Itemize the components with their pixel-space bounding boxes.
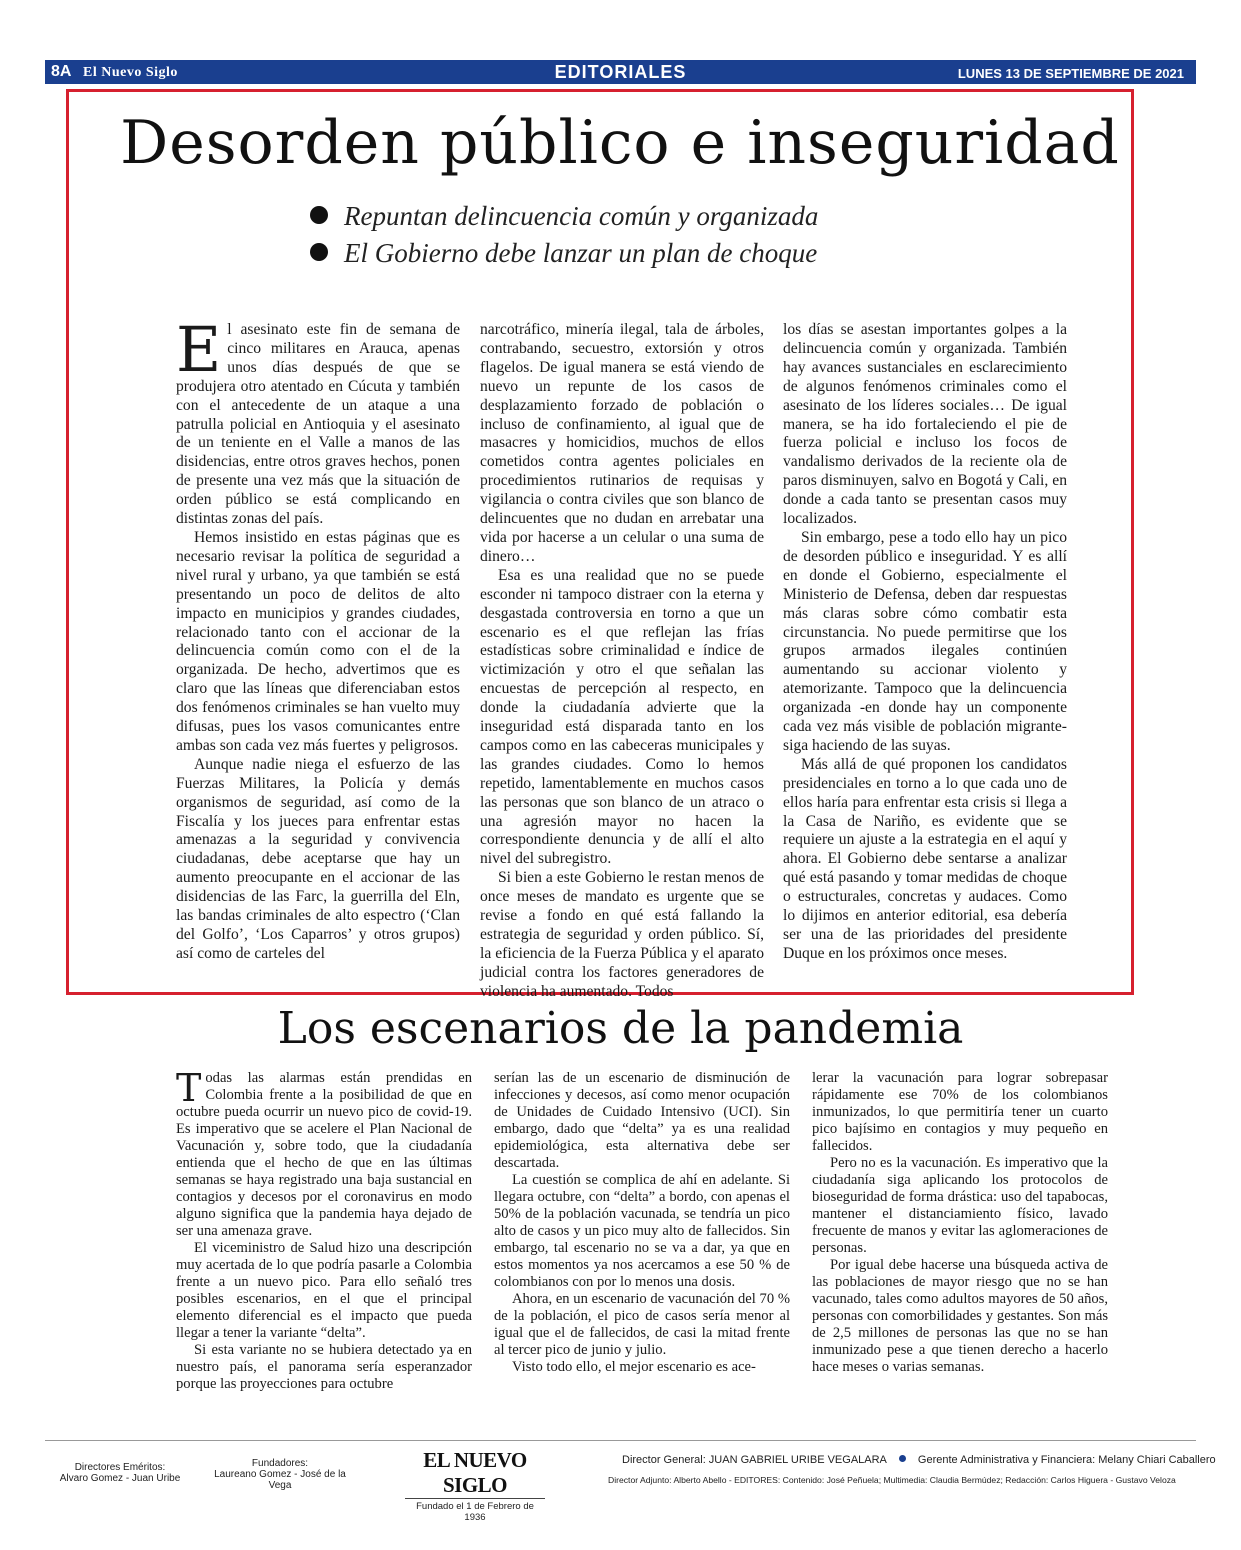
paragraph: Por igual debe hacerse una búsqueda activa de las poblaciones de mayor riesgo que no se han vacunado, tales como adultos mayores de 50 años, personas con comorbilidades y gestantes. Son más de 2,5 millones de personas las que no se han inmunizado pese a que tienen derecho a hacerlo hace meses o varias semanas. (812, 1257, 1108, 1375)
paragraph: La cuestión se complica de ahí en adelante. Si llegara octubre, con “delta” a bordo, con apenas el 50% de la población vacunada, se tendría un pico alto de casos y un pico muy alto de fallecidos. Sin embargo, tal escenario no se va a dar, ya que en estos momentos ya nos acercamos a ese 50 % de colombianos con por lo menos una dosis. (494, 1172, 790, 1290)
staff-line-1: Director General: JUAN GABRIEL URIBE VEGALARA Gerente Administrativa y Financiera: Melany Chiari Caballero (622, 1454, 1216, 1466)
paragraph: Sin embargo, pese a todo ello hay un pico de desorden público e inseguridad. Y es allí en donde el Gobierno, especialmente el Ministerio de Defensa, deben dar respuestas más claras sobre cómo combatir esta circunstancia. No puede permitirse que los grupos armados ilegales continúen aumentando su accionar violento y atemorizante. Tampoco que la delincuencia organizada -en donde hay un componente cada vez más visible de población migrante- siga haciendo de las suyas. (783, 528, 1067, 754)
subhead-item: Repuntan delincuencia común y organizada (310, 198, 1010, 235)
bullet-dot-icon (310, 206, 328, 224)
editorial2-column-3 (812, 1070, 1108, 1376)
editorial1-column-2 (480, 321, 764, 1002)
paragraph: Si bien a este Gobierno le restan menos de once meses de mandato es urgente que se revise a fondo en qué está fallando la estrategia de seguridad y orden público. Sí, la eficiencia de la Fuerza Pública y el aparato judicial contra los factores generadores de violencia ha aumentado. Todos (480, 869, 764, 1000)
editorial2-column-2 (494, 1070, 790, 1376)
issue-date: LUNES 13 DE SEPTIEMBRE DE 2021 (957, 66, 1184, 81)
editorial1-column-3 (783, 321, 1067, 964)
drop-cap: E (176, 313, 222, 386)
paragraph: El viceministro de Salud hizo una descripción muy acertada de lo que podría pasarle a Colombia frente a un nuevo pico. Para ello señaló tres posibles escenarios, en el que el principal elemento diferencial es el impacto que pueda llegar a tener la variante “delta”. (176, 1240, 472, 1341)
paragraph: los días se asestan importantes golpes a la delincuencia común y organizada. También hay avances sustanciales en esclarecimiento de algunos fenómenos criminales como el asesinato de los líderes sociales… De igual manera, se ha ido fortaleciendo el pie de fuerza policial e incluso los focos de vandalismo derivados de la reciente ola de paros disminuyen, salvo en Bogotá y Cali, en donde a cada tanto se presentan casos muy localizados. (783, 321, 1067, 528)
paragraph: Ahora, en un escenario de vacunación del 70 % de la población, el pico de casos sería menor al igual que el de fallecidos, de casi la mitad frente al tercer pico de junio y julio. (494, 1291, 790, 1358)
paragraph: Más allá de qué proponen los candidatos presidenciales en torno a lo que cada uno de ellos haría para enfrentar esta crisis si llega a la Casa de Nariño, es evidente que se requiere un ajuste a la estrategia en el aquí y ahora. El Gobierno debe sentarse a analizar qué está pasando y tomar medidas de choque o estructurales, concretas y audaces. Como lo dijimos en anterior editorial, esa debería ser una de las prioridades del presidente Duque en los próximos once meses. (783, 755, 1067, 962)
page-header-bar (45, 60, 1196, 84)
paragraph: lerar la vacunación para lograr sobrepasar rápidamente ese 70% de los colombianos inmunizados, lo que permitiría tener un cuarto pico bajísimo en contagios y muy pequeño en fallecidos. (812, 1070, 1108, 1154)
editorial1-title: Desorden público e inseguridad (120, 108, 1120, 178)
paragraph: Aunque nadie niega el esfuerzo de las Fuerzas Militares, la Policía y demás organismos de seguridad, así como de la Fiscalía y los jueces para enfrentar estas amenazas a la seguridad y convivencia ciudadanas, debe aceptarse que hay un aumento preocupante en el accionar de las disidencias de las Farc, la guerrilla del Eln, las bandas criminales de alto espectro (‘Clan del Golfo’, ‘Los Caparros’ y otros grupos) así como de carteles del (176, 755, 460, 962)
editorial2-title: Los escenarios de la pandemia (277, 1003, 964, 1054)
paragraph: Pero no es la vacunación. Es imperativo que la ciudadanía siga aplicando los protocolos de bioseguridad de forma drástica: uso del tapabocas, mantener el distanciamiento físico, lavado frecuente de manos y evitar las aglomeraciones de personas. (812, 1155, 1108, 1256)
editorial1-subheads (310, 198, 1010, 272)
section-title: EDITORIALES (554, 62, 687, 82)
separator-dot-icon (899, 1455, 906, 1462)
newspaper-brand: El Nuevo Siglo (83, 65, 178, 80)
footer-divider (45, 1440, 1196, 1441)
paragraph: Todas las alarmas están prendidas en Colombia frente a la posibilidad de que en octubre pueda ocurrir un nuevo pico de covid-19. Es imperativo que se acelere el Plan Nacional de Vacunación y, sobre todo, que la ciudadanía entienda que el hecho de que en las últimas semanas se haya registrado una baja sustancial en contagios y decesos por el coronavirus en modo alguno significa que la pandemia haya dejado de ser una amenaza grave. (176, 1066, 472, 1239)
drop-cap: T (176, 1066, 202, 1110)
directores-emeritos: Directores Eméritos: Alvaro Gomez - Juan Uribe (59, 1462, 181, 1484)
fundadores: Fundadores: Laureano Gomez - José de la Vega (214, 1458, 346, 1491)
paragraph: narcotráfico, minería ilegal, tala de árboles, contrabando, secuestro, extorsión y otros flagelos. De igual manera se está viendo de nuevo un repunte de los casos de desplazamiento forzado de población o incluso de confinamiento, al igual que de masacres y homicidios, muchos de ellos cometidos contra agentes policiales en procedimientos rutinarios de requisas y vigilancia o contra civiles que son blanco de delincuentes que no dudan en arrebatar una vida por hacerse a un celular o una suma de dinero… (480, 321, 764, 565)
paragraph: El asesinato este fin de semana de cinco militares en Arauca, apenas unos días después de que se produjera otro atentado en Cúcuta y también con el antecedente de un ataque a una patrulla policial en Antioquia y el asesinato de un teniente en el Valle a manos de las disidencias, entre otros graves hechos, ponen de presente una vez más que la situación de orden público se está complicando en distintas zonas del país. (176, 313, 460, 528)
paragraph: Visto todo ello, el mejor escenario es ace- (512, 1359, 756, 1375)
editorial1-column-1 (176, 313, 460, 964)
bullet-dot-icon (310, 243, 328, 261)
paragraph: serían las de un escenario de disminución de infecciones y decesos, así como menor ocupación de Unidades de Cuidado Intensivo (UCI). Sin embargo, dado que “delta” ya es una realidad epidemiológica, esta alternativa debe ser descartada. (494, 1070, 790, 1171)
page-number: 8A (51, 63, 72, 80)
staff-line-2: Director Adjunto: Alberto Abello - EDITORES: Contenido: José Peñuela; Multimedia: Claudia Bermúdez; Redacción: Carlos Higuera - Gustavo Veloza (608, 1475, 1176, 1485)
paragraph: Hemos insistido en estas páginas que es necesario revisar la política de seguridad a nivel rural y urbano, ya que también se está presentando un poco de delitos de alto impacto en municipios y grandes ciudades, relacionado tanto con el accionar de la delincuencia común como con el de la organizada. De hecho, advertimos que es claro que las líneas que diferenciaban estos dos fenómenos criminales se han vuelto muy difusas, pues los vasos comunicantes entre ambas son cada vez más fuertes y peligrosos. (176, 528, 460, 754)
paragraph: Esa es una realidad que no se puede esconder ni tampoco distraer con la eterna y desgastada controversia en torno a que un escenario es el que reflejan las frías estadísticas sobre criminalidad e índice de victimización y otro el que señalan las encuestas de percepción al respecto, en donde la ciudadanía advierte que la inseguridad está disparada tanto en los campos como en las cabeceras municipales y las grandes ciudades. Como lo hemos repetido, lamentablemente en muchos casos las personas que son blanco de un atraco o una agresión mayor no hacen la correspondiente denuncia y de allí el alto nivel del subregistro. (480, 566, 764, 868)
paragraph: Si esta variante no se hubiera detectado ya en nuestro país, el panorama sería esperanzador porque las proyecciones para octubre (176, 1342, 472, 1392)
subhead-item: El Gobierno debe lanzar un plan de choque (310, 235, 1010, 272)
editorial2-column-1 (176, 1066, 472, 1393)
founded-date: Fundado el 1 de Febrero de 1936 (416, 1501, 534, 1523)
newspaper-logo: EL NUEVO SIGLO Fundado el 1 de Febrero de 1936 (405, 1448, 545, 1523)
